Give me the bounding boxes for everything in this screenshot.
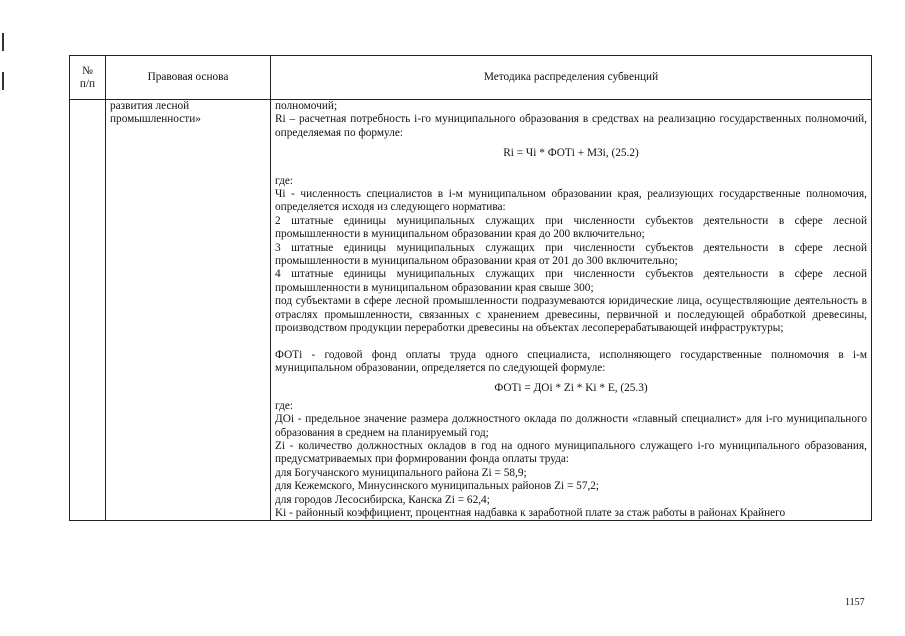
header-number (70, 56, 106, 100)
header-methodology: Методика распределения субвенций (271, 56, 872, 100)
norm-4-units: 4 штатные единицы муниципальных служащих при численности субъектов деятельности в сфере лесной промышленности в муниципальном образовании края свыше 300; (275, 268, 867, 294)
cell-number (70, 100, 106, 521)
definition-foti: ФОТi - годовой фонд оплаты труда одного специалиста, исполняющего государственные полномочия в i-м муниципальном образовании, определяется по следующей формуле: (275, 348, 867, 374)
formula-25-3: ФОТi = ДОi * Zi * Ki * E, (25.3) (494, 382, 648, 395)
definition-zi: Zi - количество должностных окладов в год на одного муниципального служащего i-го муниципального образования, предусматриваемых при формировании фонда оплаты труда: (275, 439, 867, 466)
header-number-symbol: № (82, 64, 93, 77)
header-number-abbr: п/п (79, 77, 96, 90)
text-line: полномочий; (275, 100, 338, 112)
cell-methodology (271, 100, 872, 521)
definition-ki: Ki - районный коэффициент, процентная надбавка к заработной плате за стаж работы в районах Крайнего (275, 506, 786, 519)
norm-2-units: 2 штатные единицы муниципальных служащих при численности субъектов деятельности в сфере лесной промышленности в муниципальном образовании края до 200 включительно; (275, 214, 867, 241)
cell-legal-basis: развития лесной промышленности» (106, 100, 271, 521)
definition-chi: Чi - численность специалистов в i-м муниципальном образовании края, реализующих государственные полномочия, определяется исходя из следующего норматива: (275, 188, 867, 214)
scan-edge-mark (2, 33, 4, 51)
definition-subjects: под субъектами в сфере лесной промышленности подразумеваются юридические лица, осуществляющие деятельность в отраслях промышленности, связанных с хранением древесины, первичной и последующей обработкой древесины, производством продукции переработки древесины на объектах лесоперерабатывающей инфраструктуры; (275, 295, 867, 335)
page-number: 1157 (845, 597, 865, 608)
text-where: где: (275, 399, 293, 412)
spacer (275, 336, 867, 349)
table-header-row (70, 56, 872, 100)
norm-3-units: 3 штатные единицы муниципальных служащих при численности субъектов деятельности в сфере лесной промышленности в муниципальном образовании края от 201 до 300 включительно; (275, 241, 867, 268)
header-legal-basis: Правовая основа (106, 56, 271, 100)
subvention-table (69, 55, 872, 521)
text-where: где: (275, 174, 293, 187)
formula-25-2: Ri = Чi * ФОТi + МЗi, (25.2) (503, 147, 639, 160)
definition-doi: ДОi - предельное значение размера должностного оклада по должности «главный специалист» для i-го муниципального образования в среднем на планируемый год; (275, 413, 867, 439)
definition-ri: Ri – расчетная потребность i-го муниципального образования в средствах на реализацию государственных полномочий, определяемая по формуле: (275, 113, 867, 139)
zi-boguchany: для Богучанского муниципального района Zi = 58,9; (275, 466, 527, 479)
table-row (70, 100, 872, 521)
scan-edge-mark (2, 72, 4, 90)
zi-kezhma-minusinsk: для Кежемского, Минусинского муниципальных районов Zi = 57,2; (275, 480, 600, 493)
zi-lesosibirsk-kansk: для городов Лесосибирска, Канска Zi = 62,4; (275, 493, 490, 506)
